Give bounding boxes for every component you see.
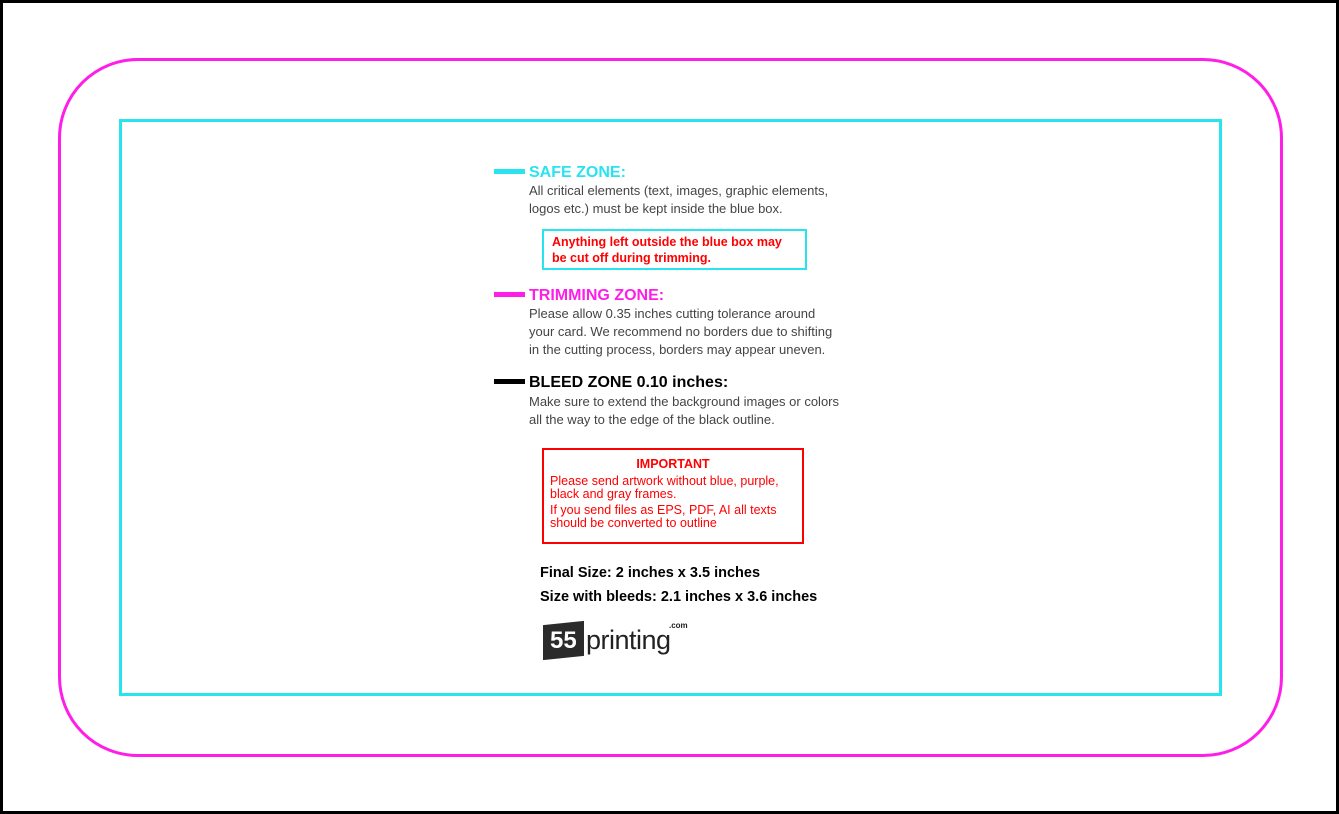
logo-word: printing bbox=[586, 625, 671, 655]
important-line-3: If you send files as EPS, PDF, AI all texts bbox=[550, 502, 777, 517]
trimming-zone-swatch bbox=[494, 292, 525, 297]
logo-number: 55 bbox=[550, 627, 577, 655]
safe-zone-text-line-2: logos etc.) must be kept inside the blue box. bbox=[529, 201, 783, 216]
important-title: IMPORTANT bbox=[636, 457, 710, 471]
important-notice bbox=[542, 448, 804, 544]
bleed-size: Size with bleeds: 2.1 inches x 3.6 inches bbox=[540, 589, 818, 605]
logo-badge bbox=[543, 621, 584, 660]
safe-zone-note bbox=[542, 229, 807, 270]
safe-zone-swatch bbox=[494, 169, 525, 174]
bleed-zone-swatch bbox=[494, 379, 525, 384]
final-size: Final Size: 2 inches x 3.5 inches bbox=[540, 565, 761, 581]
safe-zone-title: SAFE ZONE: bbox=[529, 164, 626, 181]
safe-note-line-2: be cut off during trimming. bbox=[552, 251, 712, 265]
bleed-zone-title: BLEED ZONE 0.10 inches: bbox=[529, 374, 729, 391]
trimming-zone-text-line-1: Please allow 0.35 inches cutting tolerance around bbox=[529, 306, 816, 321]
logo-suffix: .com bbox=[669, 621, 688, 630]
trimming-zone-text-line-3: in the cutting process, borders may appear uneven. bbox=[529, 342, 826, 357]
safe-note-line-1: Anything left outside the blue box may bbox=[552, 235, 782, 249]
important-line-2: black and gray frames. bbox=[550, 487, 677, 501]
important-line-1: Please send artwork without blue, purple, bbox=[550, 473, 779, 488]
bleed-zone-text-line-1: Make sure to extend the background images or colors bbox=[529, 394, 840, 409]
trimming-zone-title: TRIMMING ZONE: bbox=[529, 287, 665, 304]
bleed-zone-text-line-2: all the way to the edge of the black outline. bbox=[529, 412, 775, 427]
important-line-4: should be converted to outline bbox=[550, 516, 717, 530]
trimming-zone-text-line-2: your card. We recommend no borders due to shifting bbox=[529, 324, 833, 339]
safe-zone-text-line-1: All critical elements (text, images, graphic elements, bbox=[529, 183, 829, 198]
